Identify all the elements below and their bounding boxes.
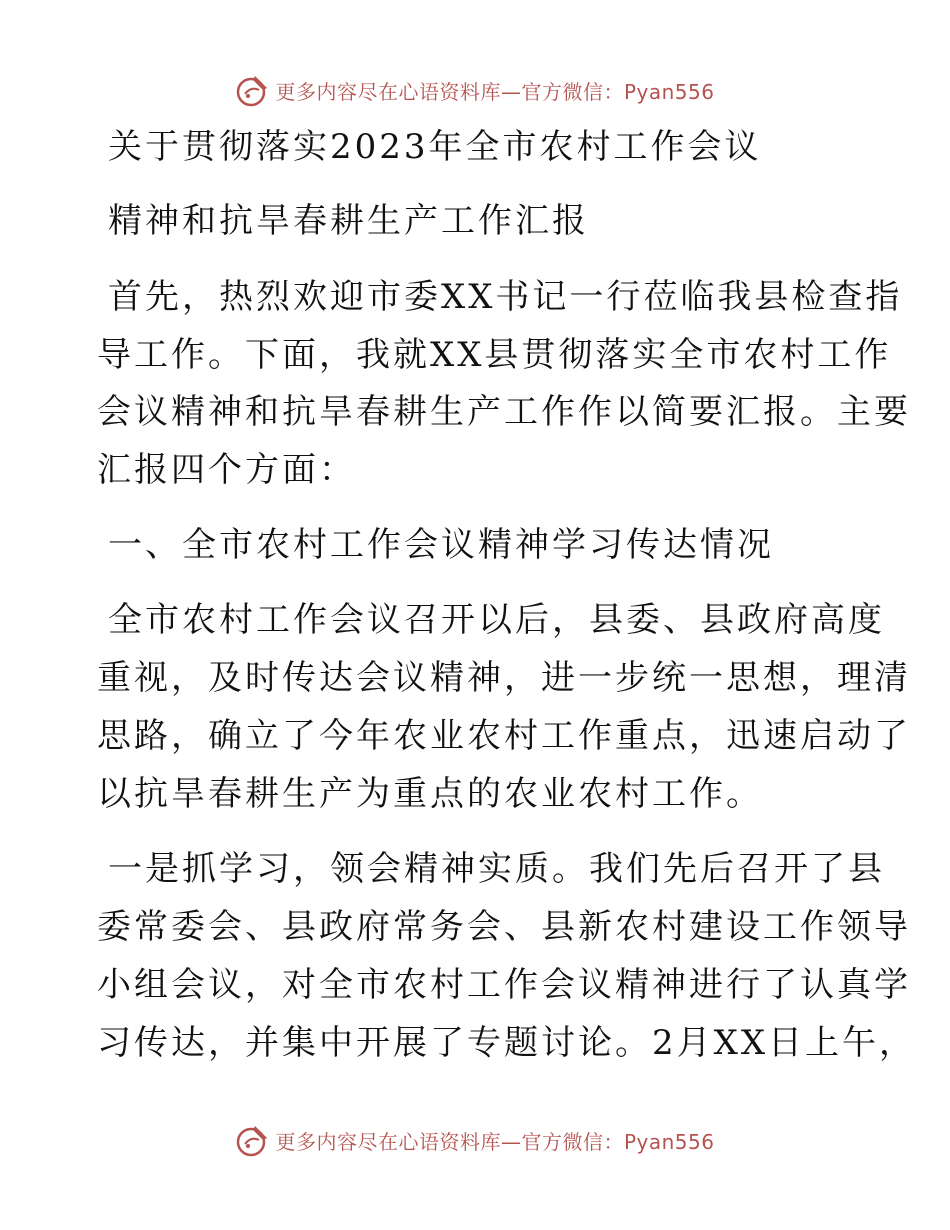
intro-line-2: 导工作。下面，我就XX县贯彻落实全市农村工作 (97, 335, 892, 375)
logo-icon (235, 72, 271, 108)
para2-line-2: 委常委会、县政府常务会、县新农村建设工作领导 (97, 907, 911, 947)
intro-line-4: 汇报四个方面： (97, 450, 356, 490)
intro-line-3: 会议精神和抗旱春耕生产工作作以简要汇报。主要 (97, 392, 911, 432)
watermark-banner-bottom (0, 1120, 950, 1160)
watermark-text: 更多内容尽在心语资料库—官方微信：Pyan556 (275, 79, 715, 104)
para2-line-4: 习传达，并集中开展了专题讨论。2月XX日上午， (97, 1023, 917, 1063)
intro-line-1: 首先，热烈欢迎市委XX书记一行莅临我县检查指 (108, 277, 903, 317)
section1-line-2: 重视，及时传达会议精神，进一步统一思想，理清 (97, 658, 911, 698)
para2-line-3: 小组会议，对全市农村工作会议精神进行了认真学 (97, 965, 911, 1005)
title-line-2: 精神和抗旱春耕生产工作汇报 (108, 201, 589, 241)
section-heading-1: 一、全市农村工作会议精神学习传达情况 (108, 525, 774, 565)
watermark-banner-top (0, 70, 950, 110)
title-line-1: 关于贯彻落实2023年全市农村工作会议 (108, 127, 762, 167)
para2-line-1: 一是抓学习，领会精神实质。我们先后召开了县 (108, 849, 885, 889)
watermark-text: 更多内容尽在心语资料库—官方微信：Pyan556 (275, 1129, 715, 1154)
section1-line-3: 思路，确立了今年农业农村工作重点，迅速启动了 (97, 716, 911, 756)
logo-icon (235, 1122, 271, 1158)
section1-line-4: 以抗旱春耕生产为重点的农业农村工作。 (97, 774, 763, 814)
section1-line-1: 全市农村工作会议召开以后，县委、县政府高度 (108, 600, 885, 640)
